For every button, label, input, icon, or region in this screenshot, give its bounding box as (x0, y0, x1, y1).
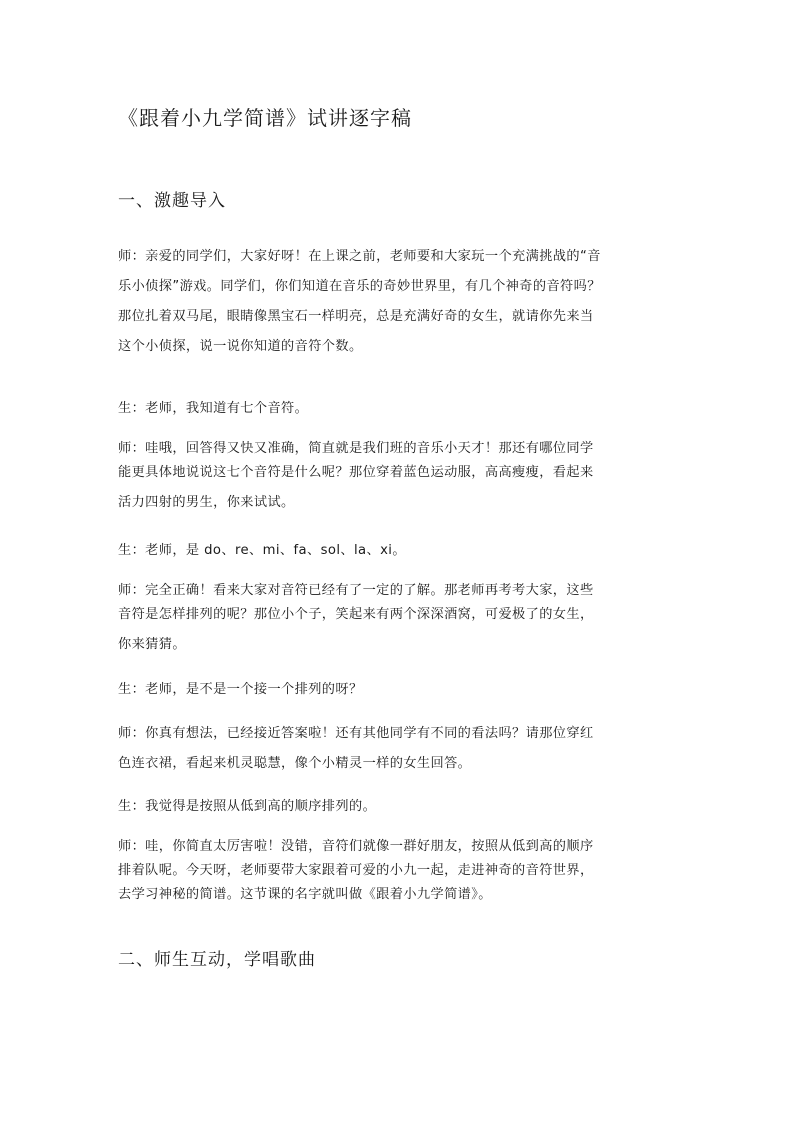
paragraph-line: 色连衣裙，看起来机灵聪慧，像个小精灵一样的女生回答。 (118, 756, 472, 771)
paragraph-line: 师：亲爱的同学们，大家好呀！在上课之前，老师要和大家玩一个充满挑战的“音 (118, 249, 601, 264)
paragraph-line: 去学习神秘的简谱。这节课的名字就叫做《跟着小九学简谱》。 (118, 887, 492, 902)
paragraph-teacher-4 (118, 719, 678, 779)
paragraph-teacher-1 (118, 242, 678, 362)
paragraph-student-1 (118, 398, 678, 420)
paragraph-teacher-3 (118, 579, 678, 657)
section-heading-intro: 一、激趣导入 (118, 191, 226, 211)
paragraph-student-4 (118, 796, 678, 818)
paragraph-line: 排着队呢。今天呀，老师要带大家跟着可爱的小九一起，走进神奇的音符世界， (118, 863, 594, 878)
paragraph-line: 那位扎着双马尾，眼睛像黑宝石一样明亮，总是充满好奇的女生，就请你先来当 (118, 309, 594, 324)
paragraph-student-2 (118, 540, 678, 562)
paragraph-line: 师：完全正确！看来大家对音符已经有了一定的了解。那老师再考考大家，这些 (118, 583, 594, 598)
paragraph-teacher-2 (118, 437, 678, 515)
paragraph-line: 师：哇，你简直太厉害啦！没错，音符们就像一群好朋友，按照从低到高的顺序 (118, 839, 594, 854)
paragraph-line: 生：我觉得是按照从低到高的顺序排列的。 (118, 799, 377, 814)
paragraph-line: 生：老师，我知道有七个音符。 (118, 401, 309, 416)
paragraph-line: 生：老师，是不是一个接一个排列的呀？ (118, 682, 363, 697)
document-title: 《跟着小九学简谱》试讲逐字稿 (118, 106, 412, 130)
paragraph-line: 师：你真有想法，已经接近答案啦！还有其他同学有不同的看法吗？请那位穿红 (118, 726, 594, 741)
paragraph-teacher-5 (118, 835, 678, 907)
paragraph-line: 师：哇哦，回答得又快又准确，简直就是我们班的音乐小天才！那还有哪位同学 (118, 441, 594, 456)
paragraph-student-3 (118, 679, 678, 701)
paragraph-line: 音符是怎样排列的呢？那位小个子，笑起来有两个深深酒窝，可爱极了的女生， (118, 607, 594, 622)
paragraph-line: 这个小侦探，说一说你知道的音符个数。 (118, 339, 363, 354)
paragraph-line: 你来猜猜。 (118, 637, 186, 652)
paragraph-line: 乐小侦探”游戏。同学们，你们知道在音乐的奇妙世界里，有几个神奇的音符吗？ (118, 279, 601, 294)
paragraph-line: 生：老师，是 do、re、mi、fa、sol、la、xi。 (118, 543, 406, 558)
paragraph-line: 活力四射的男生，你来试试。 (118, 495, 295, 510)
section-heading-interaction: 二、师生互动，学唱歌曲 (118, 950, 316, 970)
paragraph-line: 能更具体地说说这七个音符是什么呢？那位穿着蓝色运动服，高高瘦瘦，看起来 (118, 465, 594, 480)
